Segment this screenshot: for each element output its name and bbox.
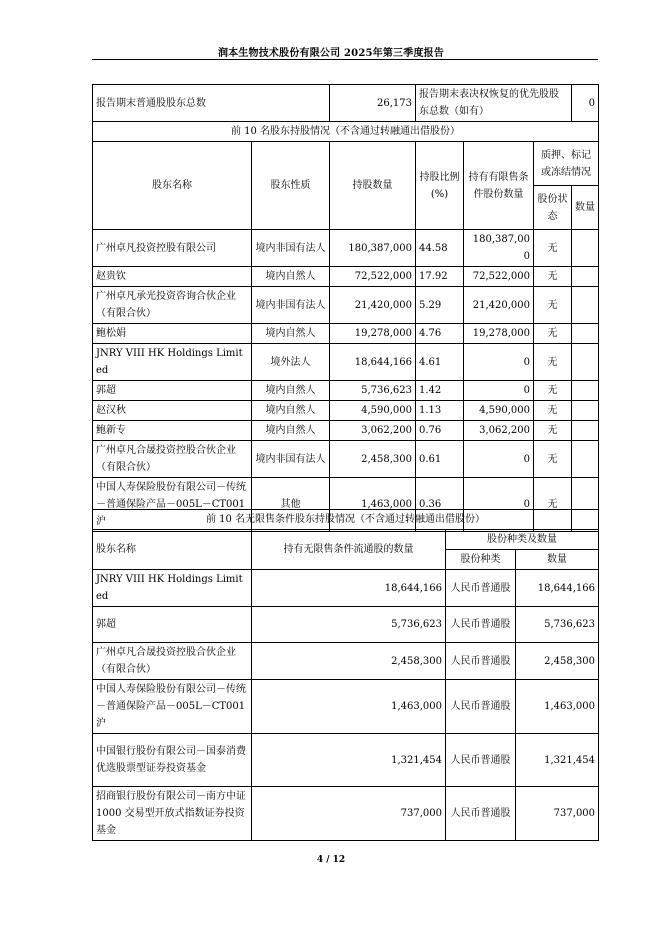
table-row bbox=[93, 607, 599, 643]
col-header-ratio: 持股比例(%) bbox=[416, 142, 464, 230]
preferred-holders-value: 0 bbox=[572, 85, 599, 122]
holder-nature: 境外法人 bbox=[252, 344, 330, 381]
unrestricted-section-title: 前 10 名无限售条件股东持股情况（不含通过转融通出借股份） bbox=[93, 510, 599, 530]
pledge-status: 无 bbox=[534, 478, 572, 532]
unrestricted-qty: 2,458,300 bbox=[252, 643, 446, 680]
pledge-qty bbox=[572, 381, 599, 401]
holder-name: 郭超 bbox=[93, 607, 252, 643]
report-header: 润本生物技术股份有限公司 2025年第三季度报告 bbox=[217, 48, 445, 59]
holder-name: 广州卓凡合晟投资控股合伙企业（有限合伙） bbox=[93, 643, 252, 680]
holder-nature: 境内自然人 bbox=[252, 381, 330, 401]
table-row bbox=[93, 324, 599, 344]
share-type: 人民币普通股 bbox=[446, 680, 516, 734]
pledge-status: 无 bbox=[534, 230, 572, 267]
preferred-holders-label: 报告期末表决权恢复的优先股股东总数（如有） bbox=[416, 85, 572, 122]
holder-restricted: 0 bbox=[464, 441, 534, 478]
holder-restricted: 72,522,000 bbox=[464, 267, 534, 287]
col-header-shares: 持股数量 bbox=[330, 142, 416, 230]
holder-shares: 5,736,623 bbox=[330, 381, 416, 401]
pledge-qty bbox=[572, 267, 599, 287]
pledge-status: 无 bbox=[534, 421, 572, 441]
table-row bbox=[93, 441, 599, 478]
holder-name: 中国银行股份有限公司－国泰消费优选股票型证券投资基金 bbox=[93, 734, 252, 787]
holder-shares: 19,278,000 bbox=[330, 324, 416, 344]
table-row bbox=[93, 421, 599, 441]
holder-ratio: 0.61 bbox=[416, 441, 464, 478]
holder-ratio: 1.42 bbox=[416, 381, 464, 401]
table-row bbox=[93, 570, 599, 607]
holder-name: 中国人寿保险股份有限公司－传统－普通保险产品－005L－CT001 沪 bbox=[93, 680, 252, 734]
holder-shares: 4,590,000 bbox=[330, 401, 416, 421]
holder-shares: 72,522,000 bbox=[330, 267, 416, 287]
holder-nature: 境内非国有法人 bbox=[252, 230, 330, 267]
holder-nature: 境内自然人 bbox=[252, 421, 330, 441]
col-header-pledge-qty: 数量 bbox=[572, 186, 599, 230]
holder-name: 赵汉秋 bbox=[93, 401, 252, 421]
share-type: 人民币普通股 bbox=[446, 570, 516, 607]
holder-nature: 境内自然人 bbox=[252, 324, 330, 344]
header-rule bbox=[92, 59, 598, 60]
holder-nature: 境内自然人 bbox=[252, 267, 330, 287]
holder-ratio: 44.58 bbox=[416, 230, 464, 267]
pledge-qty bbox=[572, 230, 599, 267]
holder-shares: 180,387,000 bbox=[330, 230, 416, 267]
table-row bbox=[93, 230, 599, 267]
holder-ratio: 0.36 bbox=[416, 478, 464, 532]
holder-restricted: 3,062,200 bbox=[464, 421, 534, 441]
pledge-qty bbox=[572, 287, 599, 324]
col-header-nature: 股东性质 bbox=[252, 142, 330, 230]
holder-restricted: 19,278,000 bbox=[464, 324, 534, 344]
pledge-qty bbox=[572, 344, 599, 381]
holder-name: 赵贵钦 bbox=[93, 267, 252, 287]
holder-ratio: 0.76 bbox=[416, 421, 464, 441]
pledge-status: 无 bbox=[534, 344, 572, 381]
holder-name: 招商银行股份有限公司－南方中证 1000 交易型开放式指数证券投资基金 bbox=[93, 787, 252, 841]
page-number: 4 / 12 bbox=[316, 855, 346, 865]
holder-ratio: 4.76 bbox=[416, 324, 464, 344]
total-holders-label: 报告期末普通股股东总数 bbox=[93, 85, 330, 122]
table-row bbox=[93, 680, 599, 734]
share-amount: 5,736,623 bbox=[516, 607, 599, 643]
col-header-type-group: 股份种类及数量 bbox=[446, 530, 599, 550]
unrestricted-qty: 1,321,454 bbox=[252, 734, 446, 787]
table-row bbox=[93, 734, 599, 787]
pledge-status: 无 bbox=[534, 287, 572, 324]
col-header-restricted: 持有有限售条件股份数量 bbox=[464, 142, 534, 230]
pledge-status: 无 bbox=[534, 267, 572, 287]
pledge-status: 无 bbox=[534, 401, 572, 421]
holder-shares: 3,062,200 bbox=[330, 421, 416, 441]
table-row bbox=[93, 287, 599, 324]
share-type: 人民币普通股 bbox=[446, 734, 516, 787]
holder-restricted: 21,420,000 bbox=[464, 287, 534, 324]
pledge-qty bbox=[572, 441, 599, 478]
unrestricted-qty: 18,644,166 bbox=[252, 570, 446, 607]
share-type: 人民币普通股 bbox=[446, 787, 516, 841]
share-amount: 1,463,000 bbox=[516, 680, 599, 734]
holder-name: 中国人寿保险股份有限公司－传统－普通保险产品－005L－CT001 沪 bbox=[93, 478, 252, 532]
pledge-status: 无 bbox=[534, 381, 572, 401]
holder-name: 鲍新专 bbox=[93, 421, 252, 441]
holder-nature: 境内非国有法人 bbox=[252, 287, 330, 324]
summary-row bbox=[93, 85, 599, 122]
holder-name: JNRY VIII HK Holdings Limited bbox=[93, 344, 252, 381]
holder-shares: 18,644,166 bbox=[330, 344, 416, 381]
total-holders-value: 26,173 bbox=[330, 85, 416, 122]
table-row bbox=[93, 267, 599, 287]
pledge-status: 无 bbox=[534, 441, 572, 478]
pledge-qty bbox=[572, 324, 599, 344]
holder-ratio: 5.29 bbox=[416, 287, 464, 324]
unrestricted-qty: 1,463,000 bbox=[252, 680, 446, 734]
share-amount: 737,000 bbox=[516, 787, 599, 841]
holder-restricted: 0 bbox=[464, 381, 534, 401]
col-header-unrestricted-qty: 持有无限售条件流通股的数量 bbox=[252, 530, 446, 570]
table-row bbox=[93, 401, 599, 421]
holder-shares: 2,458,300 bbox=[330, 441, 416, 478]
share-amount: 2,458,300 bbox=[516, 643, 599, 680]
holder-restricted: 0 bbox=[464, 344, 534, 381]
holder-name: 鲍松娟 bbox=[93, 324, 252, 344]
holder-ratio: 17.92 bbox=[416, 267, 464, 287]
col-header-pledge-status: 股份状态 bbox=[534, 186, 572, 230]
top10-section-title: 前 10 名股东持股情况（不含通过转融通出借股份） bbox=[93, 122, 599, 142]
holder-nature: 境内自然人 bbox=[252, 401, 330, 421]
col-header-name: 股东名称 bbox=[93, 530, 252, 570]
holder-restricted: 0 bbox=[464, 478, 534, 532]
col-header-name: 股东名称 bbox=[93, 142, 252, 230]
unrestricted-qty: 737,000 bbox=[252, 787, 446, 841]
unrestricted-shareholders-table bbox=[92, 509, 599, 841]
share-amount: 18,644,166 bbox=[516, 570, 599, 607]
table-row bbox=[93, 381, 599, 401]
col-header-pledge: 质押、标记或冻结情况 bbox=[534, 142, 599, 186]
table-row bbox=[93, 787, 599, 841]
col-header-type: 股份种类 bbox=[446, 550, 516, 570]
holder-name: 广州卓凡合晟投资控股合伙企业（有限合伙） bbox=[93, 441, 252, 478]
holder-restricted: 4,590,000 bbox=[464, 401, 534, 421]
holder-restricted: 180,387,000 bbox=[464, 230, 534, 267]
holder-name: 广州卓凡承光投资咨询合伙企业（有限合伙） bbox=[93, 287, 252, 324]
table-row bbox=[93, 643, 599, 680]
table-row bbox=[93, 344, 599, 381]
holder-ratio: 4.61 bbox=[416, 344, 464, 381]
top10-shareholders-table bbox=[92, 84, 599, 532]
holder-shares: 1,463,000 bbox=[330, 478, 416, 532]
share-type: 人民币普通股 bbox=[446, 607, 516, 643]
holder-name: 广州卓凡投资控股有限公司 bbox=[93, 230, 252, 267]
holder-nature: 其他 bbox=[252, 478, 330, 532]
holder-ratio: 1.13 bbox=[416, 401, 464, 421]
col-header-amount: 数量 bbox=[516, 550, 599, 570]
pledge-qty bbox=[572, 401, 599, 421]
holder-name: JNRY VIII HK Holdings Limited bbox=[93, 570, 252, 607]
unrestricted-qty: 5,736,623 bbox=[252, 607, 446, 643]
holder-name: 郭超 bbox=[93, 381, 252, 401]
share-type: 人民币普通股 bbox=[446, 643, 516, 680]
holder-shares: 21,420,000 bbox=[330, 287, 416, 324]
pledge-status: 无 bbox=[534, 324, 572, 344]
holder-nature: 境内非国有法人 bbox=[252, 441, 330, 478]
share-amount: 1,321,454 bbox=[516, 734, 599, 787]
pledge-qty bbox=[572, 421, 599, 441]
